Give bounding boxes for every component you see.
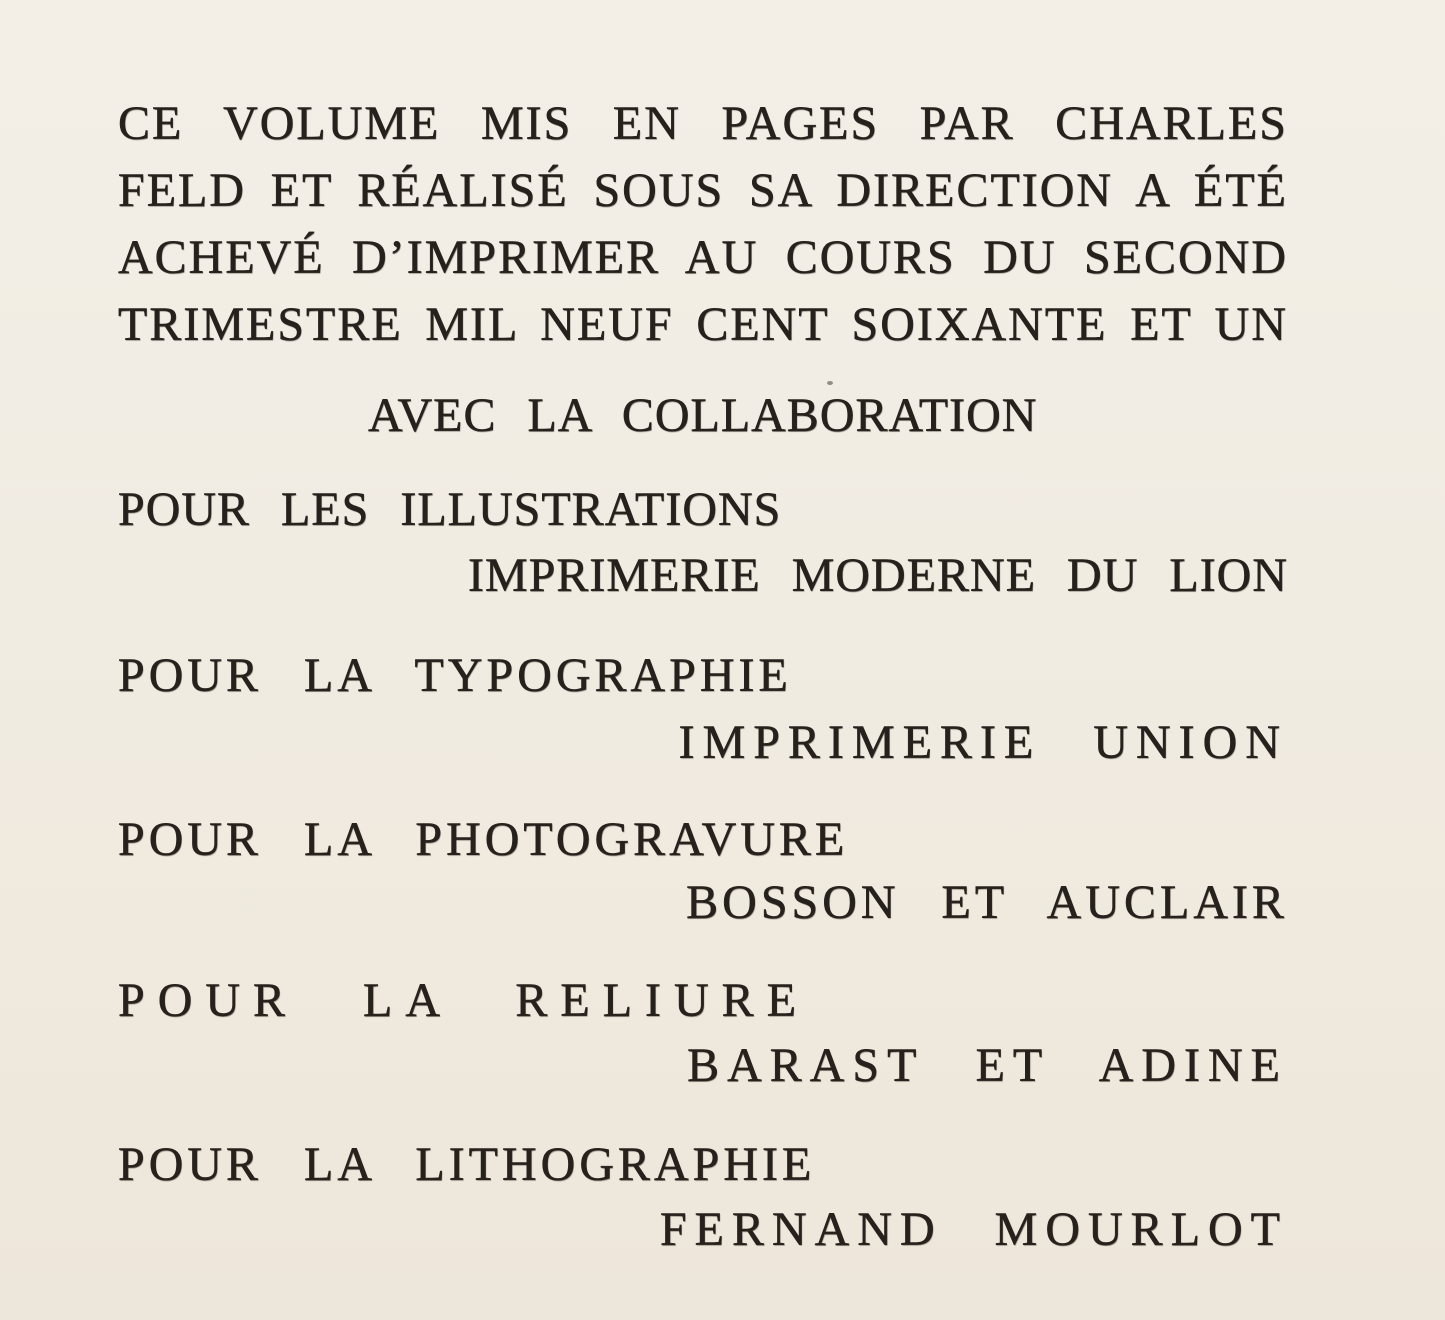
credit-label-typographie: POUR LA TYPOGRAPHIE xyxy=(118,649,792,702)
paragraph-line-1: CE VOLUME MIS EN PAGES PAR CHARLES xyxy=(118,97,1288,150)
ink-speck xyxy=(827,381,833,385)
credit-value-typographie: IMPRIMERIE UNION xyxy=(678,716,1288,769)
colophon-paragraph xyxy=(118,90,1288,358)
credit-value-illustrations: IMPRIMERIE MODERNE DU LION xyxy=(468,549,1288,602)
paragraph-line-2: FELD ET RÉALISÉ SOUS SA DIRECTION A ÉTÉ xyxy=(118,164,1288,217)
credit-label-lithographie: POUR LA LITHOGRAPHIE xyxy=(118,1138,816,1191)
credit-value-photogravure: BOSSON ET AUCLAIR xyxy=(686,876,1288,929)
credit-label-photogravure: POUR LA PHOTOGRAVURE xyxy=(118,813,849,866)
paragraph-line-3: ACHEVÉ D’IMPRIMER AU COURS DU SECOND xyxy=(118,231,1288,284)
credit-value-lithographie: FERNAND MOURLOT xyxy=(659,1203,1288,1256)
credit-label-reliure: POUR LA RELIURE xyxy=(118,974,810,1027)
credit-label-illustrations: POUR LES ILLUSTRATIONS xyxy=(118,483,782,536)
paragraph-line-4: TRIMESTRE MIL NEUF CENT SOIXANTE ET UN xyxy=(118,298,1288,351)
credit-value-reliure: BARAST ET ADINE xyxy=(687,1039,1288,1092)
collaboration-line: AVEC LA COLLABORATION xyxy=(368,389,1038,442)
